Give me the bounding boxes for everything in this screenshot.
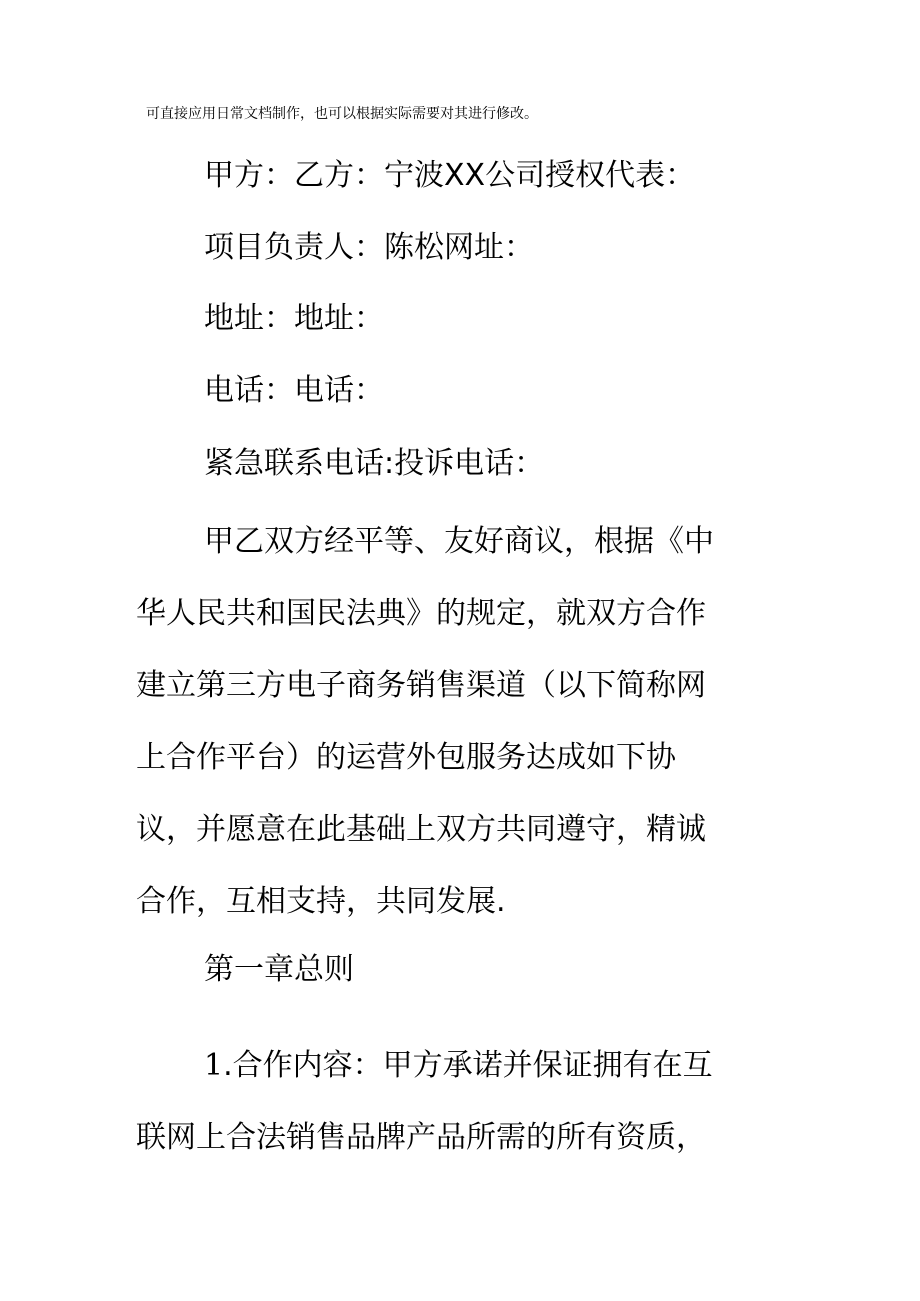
chapter-title: 第一章总则 xyxy=(204,952,354,987)
phone-line: 电话：电话： xyxy=(204,373,384,408)
address-line: 地址：地址： xyxy=(204,301,384,336)
clause-1-second-line: 联网上合法销售品牌产品所需的所有资质， xyxy=(136,1120,706,1155)
intro-line: 甲乙双方经平等、友好商议，根据《中 xyxy=(204,524,714,559)
project-lead-website-line: 项目负责人：陈松网址： xyxy=(204,230,534,265)
intro-line: 建立第三方电子商务销售渠道（以下简称网 xyxy=(136,668,706,703)
intro-line: 上合作平台）的运营外包服务达成如下协 xyxy=(136,740,676,775)
emergency-complaint-phone-line: 紧急联系电话:投诉电话： xyxy=(204,446,545,481)
intro-line: 合作，互相支持，共同发展. xyxy=(136,884,506,919)
clause-1-text: .合作内容：甲方承诺并保证拥有在互 xyxy=(223,1048,713,1083)
intro-line: 华人民共和国民法典》的规定，就双方合作 xyxy=(136,596,706,631)
party-representative-line: 甲方：乙方：宁波XX公司授权代表： xyxy=(204,158,696,193)
header-note: 可直接应用日常文档制作，也可以根据实际需要对其进行修改。 xyxy=(146,106,538,122)
clause-1 xyxy=(136,1030,776,1174)
clause-number: 1 xyxy=(204,1048,224,1083)
intro-paragraph xyxy=(136,506,776,938)
clause-1-first-line xyxy=(136,1030,776,1102)
intro-line: 议，并愿意在此基础上双方共同遵守，精诚 xyxy=(136,812,706,847)
